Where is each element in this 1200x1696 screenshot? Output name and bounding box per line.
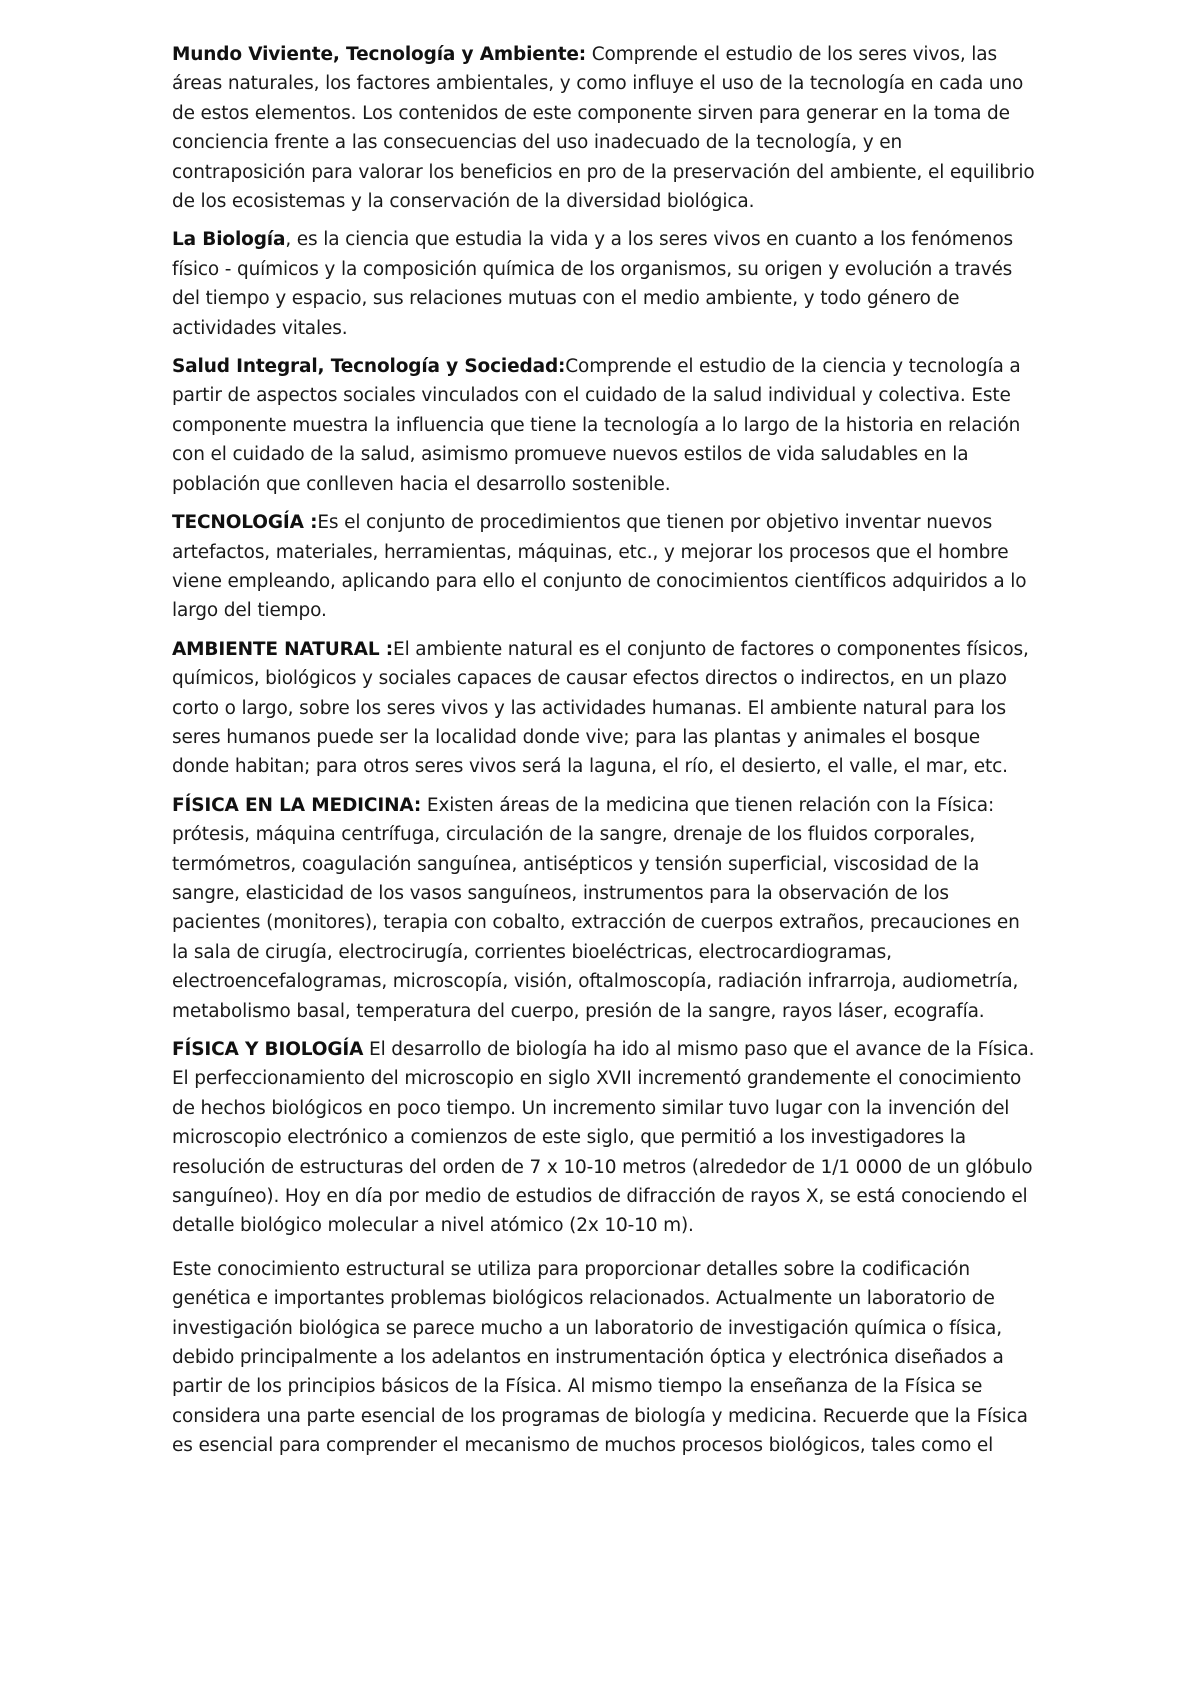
paragraph-mundo-viviente bbox=[172, 40, 1038, 216]
paragraph-text: Comprende el estudio de los seres vivos, las áreas naturales, los factores ambientales, y como influye el uso de la tecnología en cada uno de estos elementos. Los contenidos de este componente sirven para generar en la toma de conciencia frente a las consecuencias del uso inadecuado de la tecnología, y en contraposición para valorar los beneficios en pro de la preservación del ambiente, el equilibrio de los ecosistemas y la conservación de la diversidad biológica. bbox=[172, 44, 1035, 213]
paragraph-term: Salud Integral, Tecnología y Sociedad: bbox=[172, 356, 566, 378]
paragraph-text: Este conocimiento estructural se utiliza para proporcionar detalles sobre la codificación genética e importantes problemas biológicos relacionados. Actualmente un laboratorio de investigación biológica se parece mucho a un laboratorio de investigación química o física, debido principalmente a los adelantos en instrumentación óptica y electrónica diseñados a partir de los principios básicos de la Física. Al mismo tiempo la enseñanza de la Física se considera una parte esencial de los programas de biología y medicina. Recuerde que la Física es esencial para comprender el mecanismo de muchos procesos biológicos, tales como el bbox=[172, 1258, 1028, 1457]
paragraph-text: Existen áreas de la medicina que tienen relación con la Física: prótesis, máquina centrífuga, circulación de la sangre, drenaje de los fluidos corporales, termómetros, coagulación sanguínea, antisépticos y tensión superficial, viscosidad de la sangre, elasticidad de los vasos sanguíneos, instrumentos para la observación de los pacientes (monitores), terapia con cobalto, extracción de cuerpos extraños, precauciones en la sala de cirugía, electrocirugía, corrientes bioeléctricas, electrocardiogramas, electroencefalogramas, microscopía, visión, oftalmoscopía, radiación infrarroja, audiometría, metabolismo basal, temperatura del cuerpo, presión de la sangre, rayos láser, ecografía. bbox=[172, 794, 1020, 1022]
document-body bbox=[172, 40, 1038, 1470]
paragraph-ambiente-natural bbox=[172, 635, 1038, 782]
paragraph-text: Comprende el estudio de la ciencia y tecnología a partir de aspectos sociales vinculados con el cuidado de la salud individual y colectiva. Este componente muestra la influencia que tiene la tecnología a lo largo de la historia en relación con el cuidado de la salud, asimismo promueve nuevos estilos de vida saludables en la población que conlleven hacia el desarrollo sostenible. bbox=[172, 356, 1021, 495]
paragraph-fisica-medicina bbox=[172, 791, 1038, 1026]
paragraph-term: Mundo Viviente, Tecnología y Ambiente: bbox=[172, 44, 587, 65]
paragraph-biologia bbox=[172, 225, 1038, 343]
paragraph-tecnologia bbox=[172, 508, 1038, 626]
paragraph-text: Es el conjunto de procedimientos que tienen por objetivo inventar nuevos artefactos, materiales, herramientas, máquinas, etc., y mejorar los procesos que el hombre viene empleando, aplicando para ello el conjunto de conocimientos científicos adquiridos a lo largo del tiempo. bbox=[172, 512, 1027, 622]
paragraph-conocimiento-estructural bbox=[172, 1255, 1038, 1461]
paragraph-salud-integral bbox=[172, 352, 1038, 499]
paragraph-term: AMBIENTE NATURAL : bbox=[172, 638, 394, 660]
paragraph-term: TECNOLOGÍA : bbox=[172, 512, 318, 534]
paragraph-text: El ambiente natural es el conjunto de factores o componentes físicos, químicos, biológicos y sociales capaces de causar efectos directos o indirectos, en un plazo corto o largo, sobre los seres vivos y las actividades humanas. El ambiente natural para los seres humanos puede ser la localidad donde vive; para las plantas y animales el bosque donde habitan; para otros seres vivos será la laguna, el río, el desierto, el valle, el mar, etc. bbox=[172, 638, 1029, 778]
paragraph-text: El desarrollo de biología ha ido al mismo paso que el avance de la Física. El perfeccionamiento del microscopio en siglo XVII incrementó grandemente el conocimiento de hechos biológicos en poco tiempo. Un incremento similar tuvo lugar con la invención del microscopio electrónico a comienzos de este siglo, que permitió a los investigadores la resolución de estructuras del orden de 7 x 10-10 metros (alrededor de 1/1 0000 de un glóbulo sanguíneo). Hoy en día por medio de estudios de difracción de rayos X, se está conociendo el detalle biológico molecular a nivel atómico (2x 10-10 m). bbox=[172, 1039, 1035, 1237]
paragraph-term: FÍSICA Y BIOLOGÍA bbox=[172, 1039, 364, 1060]
paragraph-term: FÍSICA EN LA MEDICINA: bbox=[172, 794, 422, 816]
paragraph-fisica-biologia bbox=[172, 1035, 1038, 1241]
paragraph-term: La Biología bbox=[172, 229, 286, 251]
paragraph-text: , es la ciencia que estudia la vida y a los seres vivos en cuanto a los fenómenos físico - químicos y la composición química de los organismos, su origen y evolución a través del tiempo y espacio, sus relaciones mutuas con el medio ambiente, y todo género de actividades vitales. bbox=[172, 229, 1014, 339]
